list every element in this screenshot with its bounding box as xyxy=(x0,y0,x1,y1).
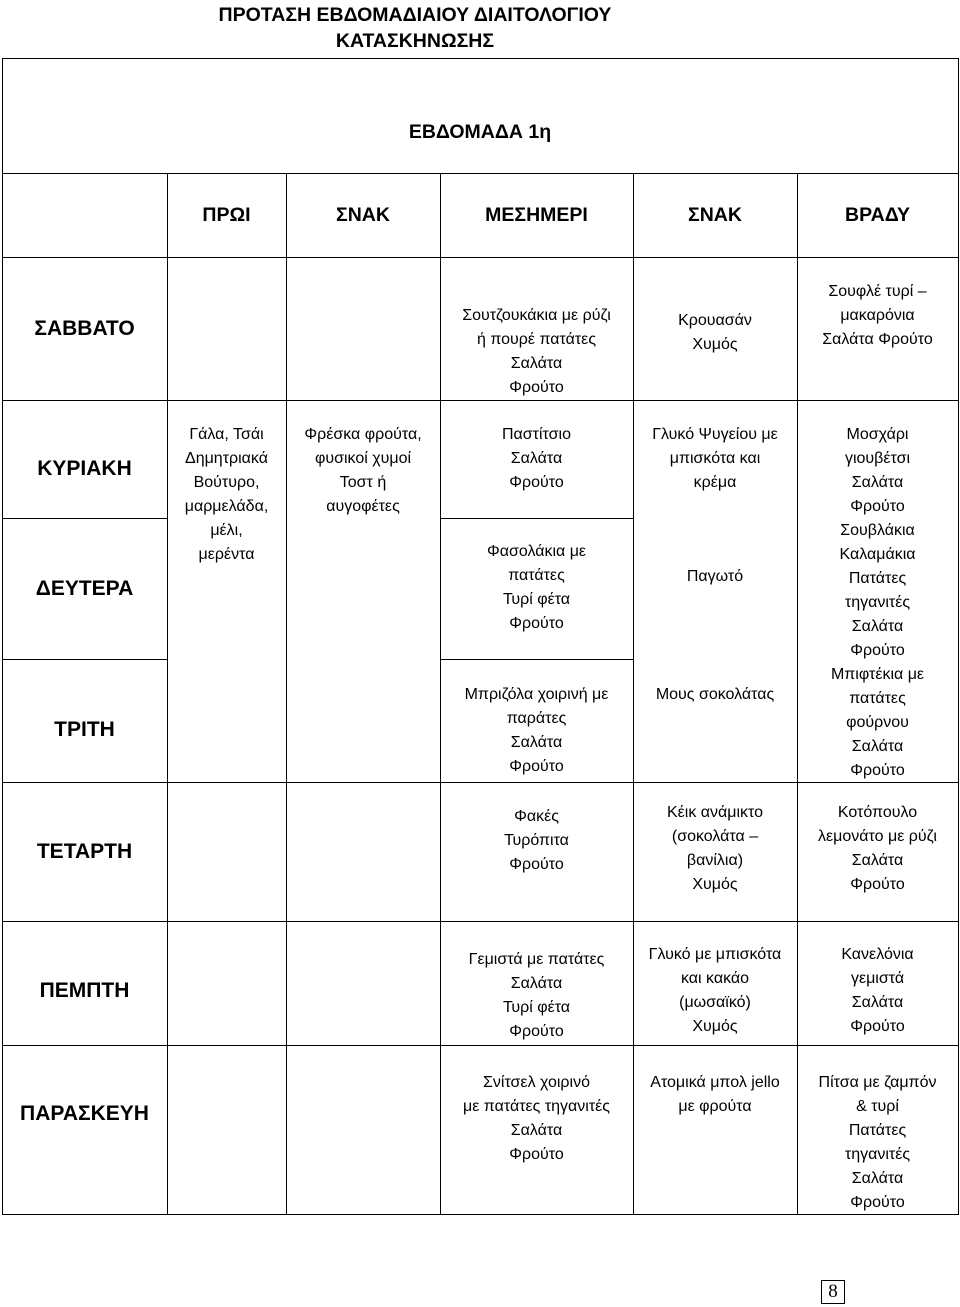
menu-line: Μπριζόλα χοιρινή με xyxy=(464,686,609,703)
header-text: ΠΡΩΙ xyxy=(202,204,251,226)
dinner-saturday xyxy=(797,280,958,352)
menu-line: Φρούτο xyxy=(509,379,564,396)
menu-line: Χυμός xyxy=(692,336,738,353)
menu-line: Κοτόπουλο xyxy=(837,804,918,821)
title-line-2: ΚΑΤΑΣΚΗΝΩΣΗΣ xyxy=(335,30,495,52)
menu-line: Φρούτο xyxy=(850,876,905,893)
menu-line: Σουβλάκια xyxy=(840,522,915,539)
menu-line: Μπιφτέκια με xyxy=(830,666,925,683)
menu-line: Παστίτσιο xyxy=(502,426,571,443)
menu-line: Σαλάτα xyxy=(851,1170,904,1187)
dinner-sun-tue xyxy=(797,423,958,783)
menu-line: Φρούτο xyxy=(509,615,564,632)
menu-line: Βούτυρο, xyxy=(193,474,260,491)
menu-line: Σαλάτα xyxy=(510,975,563,992)
menu-line: Φρούτο xyxy=(850,642,905,659)
dinner-friday xyxy=(797,1071,958,1215)
menu-line: Τυρί φέτα xyxy=(502,591,571,608)
menu-line: Φρούτο xyxy=(509,1146,564,1163)
menu-line: μακαρόνια xyxy=(840,307,915,324)
menu-line: Φρούτο xyxy=(850,1194,905,1211)
menu-line: Σαλάτα xyxy=(510,734,563,751)
menu-line: Δημητριακά xyxy=(185,450,268,467)
week-text: ΕΒΔΟΜΑΔΑ 1η xyxy=(408,120,552,143)
header-text: ΜΕΣΗΜΕΡΙ xyxy=(485,204,588,226)
snack2-thursday xyxy=(633,943,797,1039)
menu-line: & τυρί xyxy=(856,1098,899,1115)
menu-line: Φρούτο xyxy=(850,762,905,779)
day-friday xyxy=(2,1045,167,1182)
day-text: ΠΕΜΠΤΗ xyxy=(39,978,130,1002)
menu-line: Παγωτό xyxy=(686,568,744,585)
snack2-sunday xyxy=(633,423,797,495)
day-text: ΔΕΥΤΕΡΑ xyxy=(35,576,134,600)
menu-line: μερέντα xyxy=(198,546,255,563)
menu-line: μπισκότα και xyxy=(669,450,761,467)
menu-line: Τυρόπιτα xyxy=(504,832,569,849)
lunch-thursday xyxy=(440,948,633,1044)
menu-line: Σαλάτα xyxy=(510,1122,563,1139)
menu-line: Γλυκό με μπισκότα xyxy=(648,946,782,963)
menu-line: Σαλάτα xyxy=(851,852,904,869)
menu-line: Καλαμάκια xyxy=(839,546,916,563)
header-snack-1 xyxy=(286,173,440,257)
menu-line: γεμιστά xyxy=(850,970,905,987)
menu-line: Σαλάτα xyxy=(851,474,904,491)
header-text: ΒΡΑΔΥ xyxy=(845,204,910,226)
menu-line: Φρούτο xyxy=(850,1018,905,1035)
menu-line: Πατάτες xyxy=(848,1122,907,1139)
snack2-saturday xyxy=(633,309,797,357)
menu-line: Γεμιστά με πατάτες xyxy=(468,951,605,968)
menu-line: λεμονάτο με ρύζι xyxy=(818,828,937,845)
menu-line: Πίτσα με ζαμπόν xyxy=(818,1074,937,1091)
snack2-monday xyxy=(633,565,797,589)
snack2-friday xyxy=(633,1071,797,1119)
day-text: ΠΑΡΑΣΚΕΥΗ xyxy=(20,1101,149,1125)
lunch-sunday xyxy=(440,423,633,495)
menu-line: Φακές xyxy=(514,808,559,825)
menu-line: μαρμελάδα, xyxy=(184,498,269,515)
menu-line: φούρνου xyxy=(846,714,909,731)
day-text: ΤΕΤΑΡΤΗ xyxy=(36,839,133,863)
menu-line: Γλυκό Ψυγείου με xyxy=(652,426,778,443)
lunch-monday xyxy=(440,540,633,636)
menu-line: Μους σοκολάτας xyxy=(655,686,775,703)
menu-line: τηγανιτές xyxy=(844,594,911,611)
lunch-wednesday xyxy=(440,805,633,877)
dinner-thursday xyxy=(797,943,958,1039)
menu-line: πατάτες xyxy=(508,567,565,584)
menu-line: με πατάτες τηγανιτές xyxy=(463,1098,610,1115)
menu-line: Σαλάτα xyxy=(510,355,563,372)
day-tuesday xyxy=(2,659,167,800)
menu-line: Σαλάτα xyxy=(851,738,904,755)
menu-line: Σουφλέ τυρί – xyxy=(828,283,927,300)
menu-line: τηγανιτές xyxy=(844,1146,911,1163)
dinner-wednesday xyxy=(797,801,958,897)
menu-line: Χυμός xyxy=(692,876,738,893)
menu-line: Σνίτσελ χοιρινό xyxy=(483,1074,590,1091)
lunch-saturday xyxy=(440,304,633,400)
menu-line: κρέμα xyxy=(693,474,737,491)
snack2-wednesday xyxy=(633,801,797,897)
menu-line: και κακάο xyxy=(680,970,750,987)
header-text: ΣΝΑΚ xyxy=(688,204,742,226)
menu-line: φυσικοί χυμοί xyxy=(314,450,412,467)
day-monday xyxy=(2,518,167,659)
menu-line: Φρούτο xyxy=(850,498,905,515)
menu-line: Πατάτες xyxy=(848,570,907,587)
lunch-friday xyxy=(440,1071,633,1167)
menu-line: Κρουασάν xyxy=(678,312,752,329)
menu-line: Γάλα, Τσάι xyxy=(189,426,264,443)
header-snack-2 xyxy=(633,173,797,257)
menu-line: Σαλάτα xyxy=(851,618,904,635)
menu-line: Ατομικά μπολ jello xyxy=(650,1074,780,1091)
menu-line: Τοστ ή xyxy=(339,474,387,491)
page-number: 8 xyxy=(821,1280,845,1304)
menu-line: Φρούτο xyxy=(509,856,564,873)
menu-line: (μωσαϊκό) xyxy=(679,994,751,1011)
menu-line: Κανελόνια xyxy=(841,946,914,963)
day-wednesday xyxy=(2,782,167,921)
snack2-tuesday xyxy=(633,683,797,707)
menu-line: ή πουρέ πατάτες xyxy=(476,331,597,348)
menu-line: Χυμός xyxy=(692,1018,738,1035)
header-breakfast xyxy=(167,173,286,257)
day-text: ΤΡΙΤΗ xyxy=(54,717,115,741)
menu-line: (σοκολάτα – xyxy=(671,828,759,845)
lunch-tuesday xyxy=(440,683,633,779)
menu-line: Μοσχάρι xyxy=(846,426,909,443)
menu-line: πατάτες xyxy=(849,690,906,707)
day-text: ΣΑΒΒΑΤΟ xyxy=(34,316,135,340)
menu-line: Σαλάτα xyxy=(851,994,904,1011)
day-saturday xyxy=(2,257,167,400)
header-lunch xyxy=(440,173,633,257)
menu-line: Σουτζουκάκια με ρύζι xyxy=(462,307,611,324)
header-text: ΣΝΑΚ xyxy=(336,204,390,226)
menu-line: Φρούτο xyxy=(509,758,564,775)
day-thursday xyxy=(2,921,167,1060)
menu-line: παράτες xyxy=(506,710,567,727)
menu-line: Κέικ ανάμικτο xyxy=(666,804,764,821)
menu-line: γιουβέτσι xyxy=(844,450,911,467)
breakfast-cell xyxy=(167,423,286,567)
header-dinner xyxy=(797,173,958,257)
menu-line: Φρέσκα φρούτα, xyxy=(304,426,422,443)
day-text: ΚΥΡΙΑΚΗ xyxy=(37,456,132,480)
menu-line: Φρούτο xyxy=(509,474,564,491)
menu-line: Φασολάκια με xyxy=(486,543,587,560)
menu-line: Φρούτο xyxy=(509,1023,564,1040)
menu-line: Σαλάτα xyxy=(510,450,563,467)
menu-line: Τυρί φέτα xyxy=(502,999,571,1016)
menu-line: βανίλια) xyxy=(686,852,744,869)
title-line-1: ΠΡΟΤΑΣΗ ΕΒΔΟΜΑΔΙΑΙΟΥ ΔΙΑΙΤΟΛΟΓΙΟΥ xyxy=(218,4,612,26)
menu-line: με φρούτα xyxy=(678,1098,752,1115)
menu-line: Σαλάτα Φρούτο xyxy=(822,331,933,348)
day-sunday xyxy=(2,400,167,537)
snack1-cell xyxy=(286,423,440,519)
menu-line: αυγοφέτες xyxy=(326,498,400,515)
menu-line: μέλι, xyxy=(210,522,243,539)
